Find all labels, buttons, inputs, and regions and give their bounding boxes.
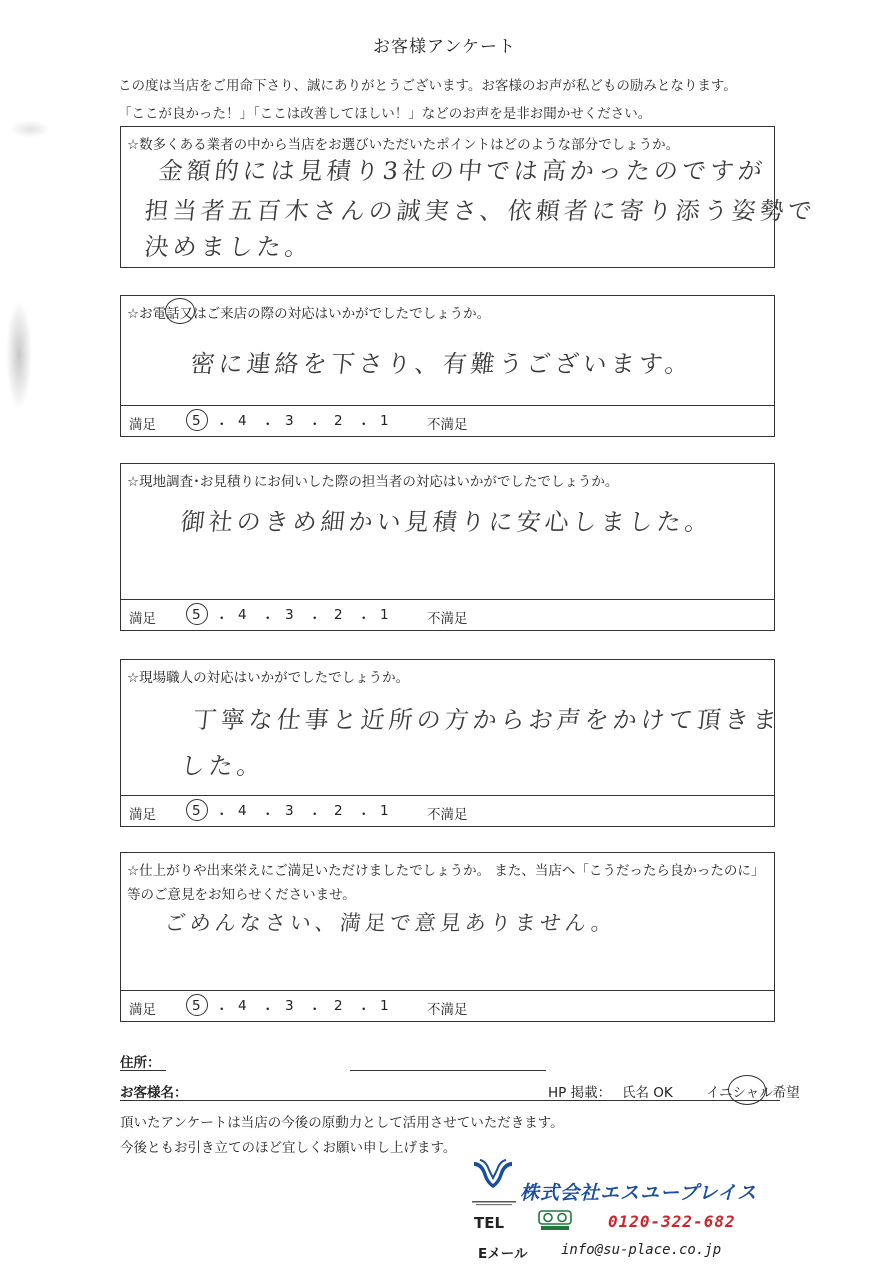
rating-value-2[interactable]: 2 bbox=[334, 803, 343, 819]
address-label-underline bbox=[120, 1070, 166, 1071]
logo-small-text bbox=[470, 1192, 518, 1200]
paper-stain bbox=[6, 300, 32, 410]
handwritten-answer: 決めました。 bbox=[143, 233, 315, 261]
hp-label: HP 掲載： bbox=[548, 1085, 612, 1101]
hp-option-initial[interactable]: イニシャル希望 bbox=[706, 1085, 800, 1101]
handwritten-answer: 担当者五百木さんの誠実さ、依頼者に寄り添う姿勢で bbox=[143, 197, 818, 225]
rating-value-1[interactable]: 1 bbox=[380, 413, 389, 429]
rating-value-2[interactable]: 2 bbox=[334, 998, 343, 1014]
handwritten-answer: ごめんなさい、満足で意見ありません。 bbox=[163, 911, 618, 935]
rating-value-5[interactable]: 5 bbox=[192, 413, 201, 429]
rating-row: 満足 5 ・ 4 ・ 3 ・ 2 ・ 1 不満足 bbox=[121, 405, 774, 436]
question-text: ☆現地調査･お見積りにお伺いした際の担当者の対応はいかがでしたでしょうか。 bbox=[127, 474, 619, 490]
free-dial-icon bbox=[538, 1210, 572, 1232]
rating-value-4[interactable]: 4 bbox=[238, 607, 247, 623]
rating-right-label: 不満足 bbox=[427, 417, 468, 433]
question-text: ☆数多くある業者の中から当店をお選びいただいたポイントはどのような部分でしょうか。 bbox=[127, 137, 680, 153]
rating-row: 満足 5 ・ 4 ・ 3 ・ 2 ・ 1 不満足 bbox=[121, 990, 774, 1021]
rating-value-1[interactable]: 1 bbox=[380, 607, 389, 623]
rating-left-label: 満足 bbox=[129, 417, 156, 433]
address-label: 住所： bbox=[120, 1055, 161, 1071]
question-text-line-2: 等のご意見をお知らせくださいませ。 bbox=[127, 887, 356, 903]
question-text: ☆仕上がりや出来栄えにご満足いただけましたでしょうか。 また、当店へ「こうだったら良かったのに」 bbox=[127, 863, 765, 879]
rating-row: 満足 5 ・ 4 ・ 3 ・ 2 ・ 1 不満足 bbox=[121, 795, 774, 826]
rating-value-3[interactable]: 3 bbox=[285, 413, 294, 429]
rating-value-4[interactable]: 4 bbox=[238, 413, 247, 429]
address-field[interactable] bbox=[350, 1070, 546, 1071]
handwritten-answer: 金額的には見積り3社の中では高かったのですが bbox=[157, 157, 768, 185]
intro-line-2: 「ここが良かった！」「ここは改善してほしい！」などのお声を是非お聞かせください。 bbox=[118, 106, 652, 122]
rating-value-5[interactable]: 5 bbox=[192, 607, 201, 623]
handwritten-answer: 御社のきめ細かい見積りに安心しました。 bbox=[179, 508, 715, 536]
rating-value-1[interactable]: 1 bbox=[380, 998, 389, 1014]
handwritten-answer: 丁寧な仕事と近所の方からお声をかけて頂きま bbox=[191, 706, 783, 734]
question-text: ☆お電話又はご来店の際の対応はいかがでしたでしょうか。 bbox=[127, 306, 491, 322]
company-logo-icon bbox=[472, 1158, 514, 1192]
closing-line-1: 頂いたアンケートは当店の今後の原動力として活用させていただきます。 bbox=[120, 1115, 564, 1131]
rating-value-5[interactable]: 5 bbox=[192, 998, 201, 1014]
tel-label: TEL bbox=[474, 1214, 505, 1232]
name-field[interactable] bbox=[120, 1100, 780, 1101]
question-box-5 bbox=[120, 852, 775, 1022]
question-box-4 bbox=[120, 659, 783, 827]
phone-number[interactable]: 0120-322-682 bbox=[608, 1212, 736, 1231]
rating-value-4[interactable]: 4 bbox=[238, 998, 247, 1014]
company-name: 株式会社エスユープレイス bbox=[520, 1182, 758, 1204]
paper-stain bbox=[10, 120, 50, 138]
question-box-1 bbox=[120, 126, 818, 268]
rating-value-1[interactable]: 1 bbox=[380, 803, 389, 819]
handwritten-answer: 密に連絡を下さり、有難うございます。 bbox=[189, 350, 695, 378]
rating-value-3[interactable]: 3 bbox=[285, 607, 294, 623]
rating-value-5[interactable]: 5 bbox=[192, 803, 201, 819]
email-address[interactable]: info@su-place.co.jp bbox=[561, 1242, 722, 1258]
rating-value-4[interactable]: 4 bbox=[238, 803, 247, 819]
name-label: お客様名： bbox=[120, 1085, 188, 1101]
page-title: お客様アンケート bbox=[373, 37, 516, 57]
rating-row: 満足 5 ・ 4 ・ 3 ・ 2 ・ 1 不満足 bbox=[121, 599, 774, 630]
closing-line-2: 今後ともお引き立てのほど宜しくお願い申し上げます。 bbox=[120, 1140, 457, 1156]
question-text: ☆現場職人の対応はいかがでしたでしょうか。 bbox=[127, 670, 410, 686]
question-box-2 bbox=[120, 295, 775, 437]
rating-value-2[interactable]: 2 bbox=[334, 607, 343, 623]
question-box-3 bbox=[120, 463, 775, 631]
rating-value-2[interactable]: 2 bbox=[334, 413, 343, 429]
email-label: Eメール bbox=[478, 1246, 528, 1262]
handwritten-answer: した。 bbox=[179, 752, 267, 780]
rating-value-3[interactable]: 3 bbox=[285, 803, 294, 819]
rating-value-3[interactable]: 3 bbox=[285, 998, 294, 1014]
hp-option-name-ok[interactable]: 氏名 OK bbox=[622, 1085, 673, 1101]
intro-line-1: この度は当店をご用命下さり、誠にありがとうございます。お客様のお声が私どもの励みとなります。 bbox=[118, 78, 737, 94]
answer-circle-mark bbox=[165, 298, 195, 324]
hp-selected-circle bbox=[728, 1075, 766, 1105]
